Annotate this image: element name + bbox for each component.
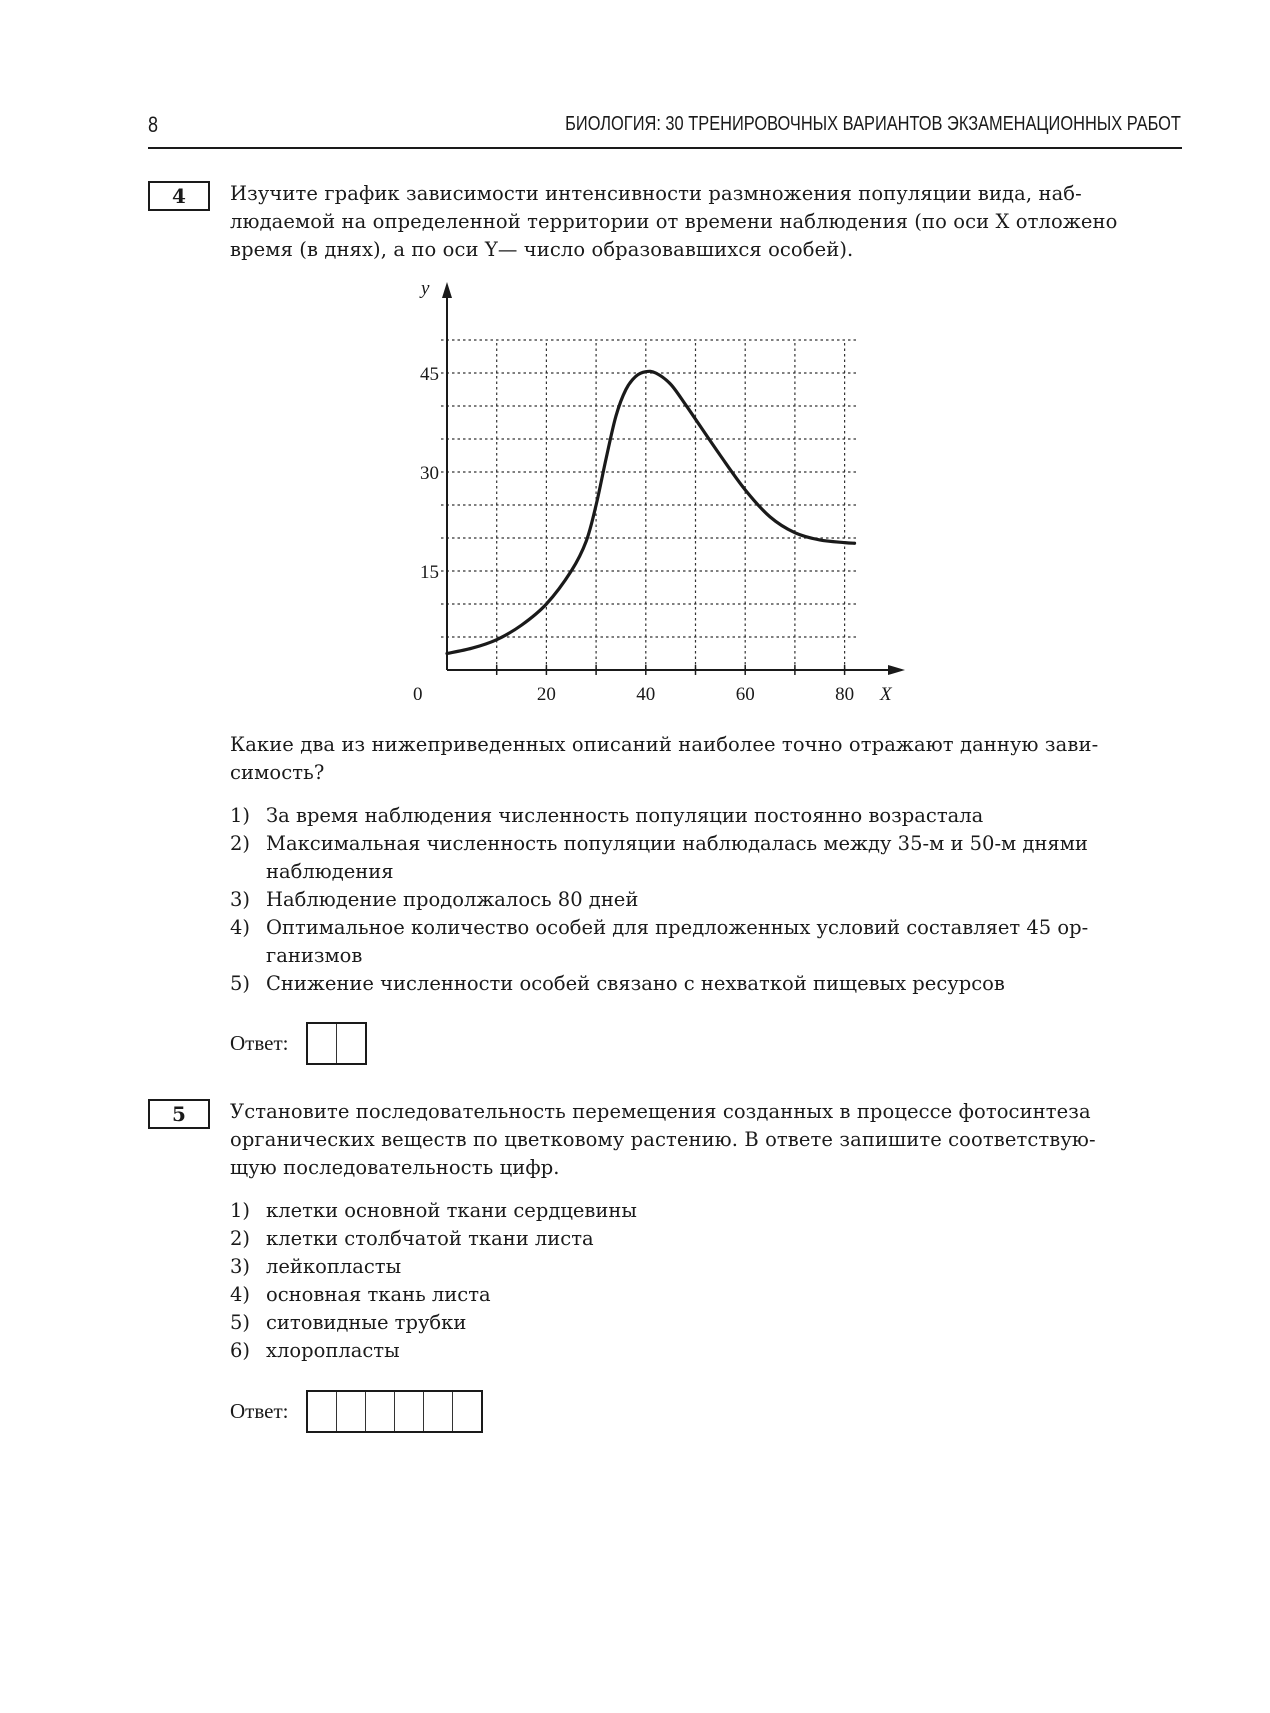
task5-prompt-line: органических веществ по цветковому растению. В ответе запишите соответствую- — [230, 1128, 1096, 1151]
y-tick-label: 15 — [420, 562, 439, 583]
task4-question — [230, 731, 1182, 787]
task4-answer-cells — [306, 1022, 367, 1065]
task4-prompt-line: людаемой на определенной территории от времени наблюдения (по оси X отложено — [230, 210, 1118, 233]
answer-cell[interactable] — [424, 1392, 453, 1431]
y-axis-label: y — [421, 280, 430, 299]
answer-cell[interactable] — [308, 1024, 337, 1063]
task4-prompt-line: Изучите график зависимости интенсивности размножения популяции вида, наб- — [230, 182, 1082, 205]
task5-prompt — [230, 1098, 1182, 1182]
origin-label: 0 — [413, 684, 423, 705]
task4-question-line: симость? — [230, 761, 325, 784]
y-axis-arrow — [442, 282, 452, 298]
option-text: Снижение численности особей связано с нехваткой пищевых ресурсов — [266, 972, 1005, 995]
task5-option-4 — [230, 1281, 1182, 1309]
option-number: 4) — [230, 916, 251, 939]
task-number-box-4: 4 — [148, 181, 210, 211]
option-text: лейкопласты — [266, 1255, 402, 1278]
header-rule — [148, 147, 1182, 149]
task-number-box-5: 5 — [148, 1099, 210, 1129]
option-number: 6) — [230, 1339, 251, 1362]
x-axis-arrow — [888, 665, 905, 675]
option-text: Наблюдение продолжалось 80 дней — [266, 888, 639, 911]
x-axis-label: X — [880, 684, 892, 705]
y-tick-label: 30 — [420, 463, 439, 484]
answer-label: Ответ: — [230, 1399, 289, 1423]
answer-cell[interactable] — [366, 1392, 395, 1431]
option-text: Оптимальное количество особей для предложенных условий составляет 45 ор-ганизмов — [266, 916, 1089, 967]
option-number: 3) — [230, 888, 251, 911]
task4-prompt-line: время (в днях), а по оси Y— число образовавшихся особей). — [230, 238, 854, 261]
option-number: 2) — [230, 1227, 251, 1250]
option-number: 5) — [230, 972, 251, 995]
population-curve — [447, 371, 855, 653]
option-text: Максимальная численность популяции наблюдалась между 35-м и 50-м днями наблюдения — [266, 832, 1088, 883]
option-text: За время наблюдения численность популяции постоянно возрастала — [266, 804, 984, 827]
answer-cell[interactable] — [308, 1392, 337, 1431]
option-text: клетки столбчатой ткани листа — [266, 1227, 594, 1250]
task4-options — [230, 802, 1190, 998]
task4-option-3 — [230, 886, 1190, 914]
task5-prompt-line: Установите последовательность перемещения созданных в процессе фотосинтеза — [230, 1100, 1091, 1123]
answer-cell[interactable] — [337, 1392, 366, 1431]
option-text: ситовидные трубки — [266, 1311, 467, 1334]
task4-option-5 — [230, 970, 1190, 998]
task5-answer — [230, 1390, 483, 1433]
answer-label: Ответ: — [230, 1031, 289, 1055]
option-number: 3) — [230, 1255, 251, 1278]
task4-option-2 — [230, 830, 1190, 886]
option-number: 1) — [230, 804, 251, 827]
task4-answer — [230, 1022, 367, 1065]
task5-option-3 — [230, 1253, 1182, 1281]
task4-prompt — [230, 180, 1182, 264]
task4-option-4 — [230, 914, 1190, 970]
task5-answer-cells — [306, 1390, 483, 1433]
task5-option-2 — [230, 1225, 1182, 1253]
population-chart — [380, 280, 920, 720]
answer-cell[interactable] — [395, 1392, 424, 1431]
task4-question-line: Какие два из нижеприведенных описаний наиболее точно отражают данную зави- — [230, 733, 1099, 756]
task5-prompt-line: щую последовательность цифр. — [230, 1156, 560, 1179]
option-text: клетки основной ткани сердцевины — [266, 1199, 637, 1222]
option-number: 1) — [230, 1199, 251, 1222]
x-tick-label: 40 — [636, 684, 656, 705]
task4-option-1 — [230, 802, 1190, 830]
answer-cell[interactable] — [453, 1392, 481, 1431]
option-number: 2) — [230, 832, 251, 855]
option-number: 5) — [230, 1311, 251, 1334]
option-number: 4) — [230, 1283, 251, 1306]
page-number: 8 — [148, 112, 159, 137]
task5-option-5 — [230, 1309, 1182, 1337]
running-title: БИОЛОГИЯ: 30 ТРЕНИРОВОЧНЫХ ВАРИАНТОВ ЭКЗАМЕНАЦИОННЫХ РАБОТ — [565, 113, 1181, 135]
x-tick-label: 80 — [835, 684, 855, 705]
y-tick-label: 45 — [420, 364, 439, 385]
answer-cell[interactable] — [337, 1024, 365, 1063]
task5-option-6 — [230, 1337, 1182, 1365]
option-text: хлоропласты — [266, 1339, 400, 1362]
task5-options — [230, 1197, 1182, 1365]
x-tick-label: 20 — [536, 684, 556, 705]
task5-option-1 — [230, 1197, 1182, 1225]
x-tick-label: 60 — [735, 684, 755, 705]
option-text: основная ткань листа — [266, 1283, 491, 1306]
